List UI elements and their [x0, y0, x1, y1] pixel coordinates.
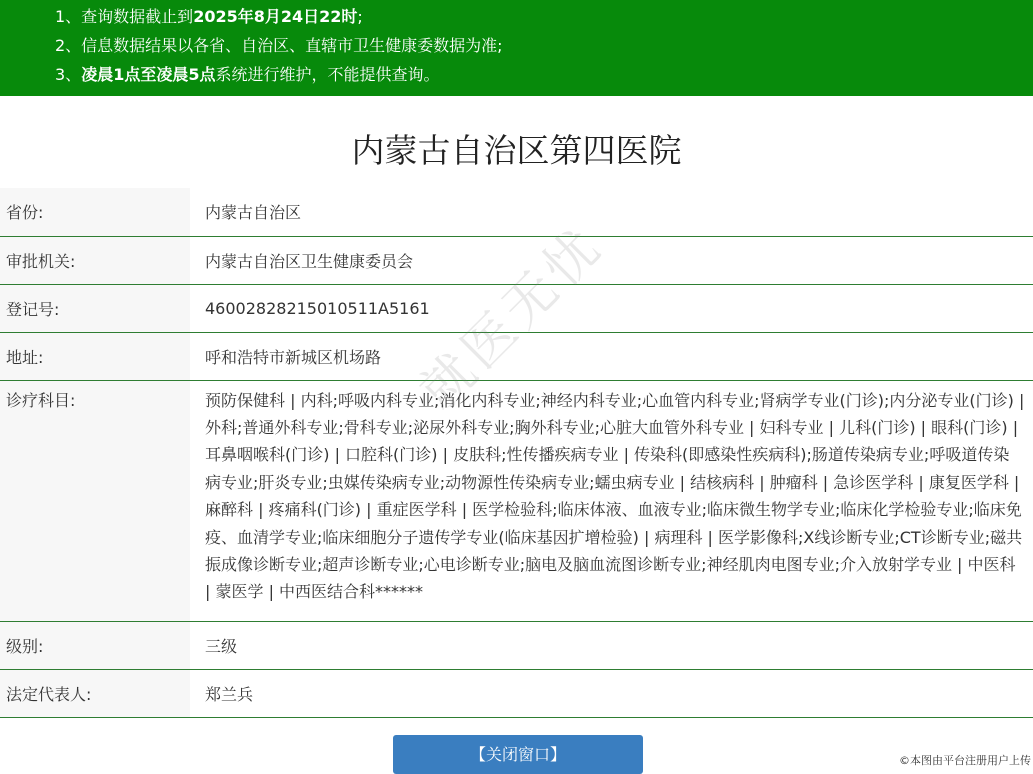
- departments-value: 预防保健科 | 内科;呼吸内科专业;消化内科专业;神经内科专业;心血管内科专业;肾病学专业(门诊);内分泌专业(门诊) | 外科;普通外科专业;骨科专业;泌尿外科专业;胸外科专业;心脏大血管外科专业 | 妇科专业 | 儿科(门诊) | 眼科(门诊) | 耳鼻咽喉科(门诊) | 口腔科(门诊) | 皮肤科;性传播疾病专业 | 传染科(即感染性疾病科);肠道传染病专业;呼吸道传染病专业;肝炎专业;虫媒传染病专业;动物源性传染病专业;蠕虫病专业 | 结核病科 | 肿瘤科 | 急诊医学科 | 康复医学科 | 麻醉科 | 疼痛科(门诊) | 重症医学科 | 医学检验科;临床体液、血液专业;临床微生物学专业;临床化学检验专业;临床免疫、血清学专业;临床细胞分子遗传学专业(临床基因扩增检验) | 病理科 | 医学影像科;X线诊断专业;CT诊断专业;磁共振成像诊断专业;超声诊断专业;心电诊断专业;脑电及脑血流图诊断专业;神经肌肉电图专业;介入放射学专业 | 中医科 | 蒙医学 | 中西医结合科******: [205, 390, 1025, 602]
- province-label: 省份:: [0, 188, 190, 236]
- departments-label: 诊疗科目:: [0, 380, 190, 621]
- info-row-departments: [0, 380, 1033, 621]
- notice-line-1-text: 1、查询数据截止到: [55, 7, 194, 26]
- info-row-reg-no: [0, 284, 1033, 332]
- notice-line-2: 2、信息数据结果以各省、自治区、直辖市卫生健康委数据为准;: [55, 36, 503, 55]
- notice-line-1-bold: 2025年8月24日22时: [193, 7, 358, 26]
- info-row-authority: [0, 236, 1033, 284]
- page-title: 内蒙古自治区第四医院: [351, 131, 682, 170]
- notice-line-1: [55, 2, 1033, 31]
- notice-line-3-text: 3、: [55, 65, 82, 84]
- info-row-address: [0, 332, 1033, 380]
- hospital-info-table: [0, 188, 1033, 718]
- watermark: 就医无忧: [409, 215, 616, 422]
- address-value: 呼和浩特市新城区机场路: [205, 347, 382, 367]
- notice-line-1-suffix: ;: [357, 7, 363, 26]
- notice-line-3-bold: 凌晨1点至凌晨5点: [81, 65, 216, 84]
- authority-label: 审批机关:: [0, 236, 190, 284]
- level-label: 级别:: [0, 621, 190, 669]
- legal-rep-label: 法定代表人:: [0, 669, 190, 717]
- address-label: 地址:: [0, 332, 190, 380]
- info-row-legal-rep: [0, 669, 1033, 717]
- info-row-province: [0, 188, 1033, 236]
- close-window-button[interactable]: 【关闭窗口】: [393, 735, 643, 774]
- upload-credit-note: ©本图由平台注册用户上传: [899, 754, 1031, 767]
- notice-line-3-suffix: 系统进行维护，不能提供查询。: [215, 65, 440, 84]
- info-row-level: [0, 621, 1033, 669]
- reg-no-label: 登记号:: [0, 284, 190, 332]
- legal-rep-value: 郑兰兵: [205, 684, 254, 704]
- reg-no-value: 46002828215010511A5161: [205, 298, 430, 318]
- level-value: 三级: [205, 636, 238, 656]
- authority-value: 内蒙古自治区卫生健康委员会: [205, 251, 414, 271]
- province-value: 内蒙古自治区: [205, 203, 302, 223]
- notice-banner: [0, 0, 1033, 96]
- notice-line-3: [55, 60, 1033, 89]
